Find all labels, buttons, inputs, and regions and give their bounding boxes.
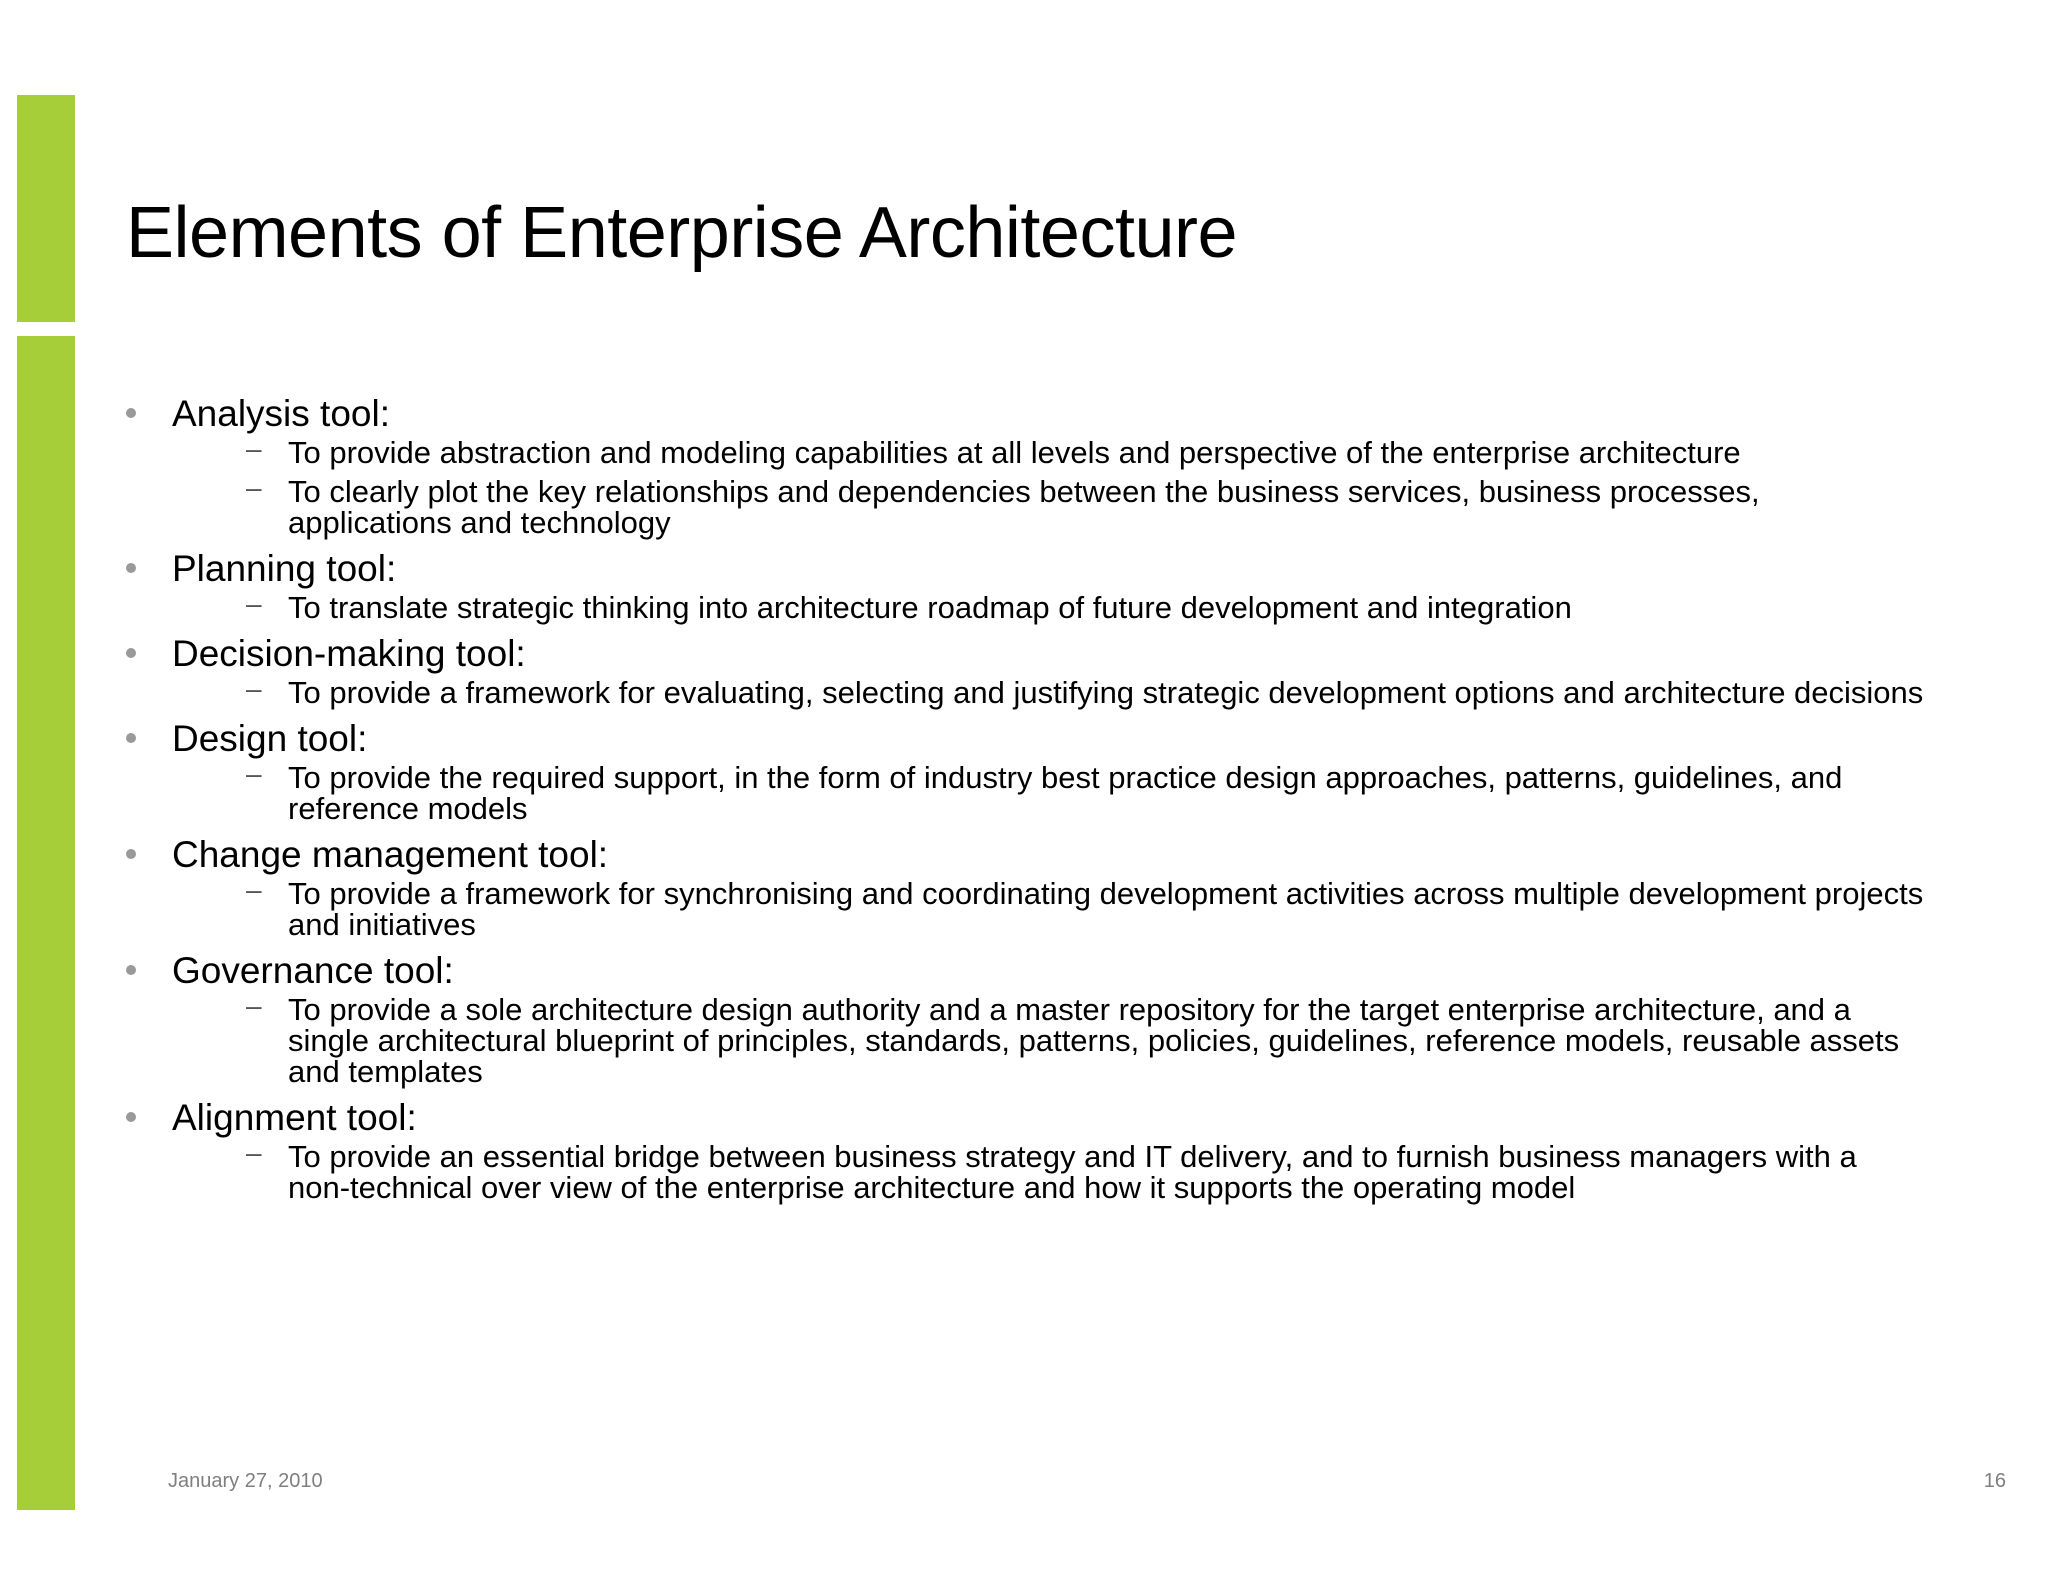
bullet-item — [126, 718, 1926, 824]
bullet-label: Change management tool: — [172, 834, 609, 875]
slide-title: Elements of Enterprise Architecture — [126, 193, 1238, 273]
bullet-item — [126, 950, 1926, 1087]
bullet-item — [126, 633, 1926, 708]
bullet-item — [126, 393, 1926, 538]
sub-item-text: To provide abstraction and modeling capabilities at all levels and perspective of the enterprise architecture — [288, 435, 1741, 470]
sub-item-text: To provide an essential bridge between business strategy and IT delivery, and to furnish business managers with a non-technical over view of the enterprise architecture and how it supports the operating model — [288, 1139, 1857, 1205]
dash-icon: – — [246, 758, 262, 789]
sub-list — [172, 874, 1926, 942]
dash-icon: – — [246, 990, 262, 1021]
bullet-label: Analysis tool: — [172, 393, 390, 434]
sub-list — [172, 673, 1926, 710]
sub-item — [172, 990, 1926, 1089]
bullet-dot-icon — [126, 1112, 136, 1122]
bullet-label: Design tool: — [172, 718, 368, 759]
sub-item-text: To provide a sole architecture design authority and a master repository for the target enterprise architecture, and a single architectural blueprint of principles, standards, patterns, policies, guidelines, reference models, reusable assets and templates — [288, 992, 1900, 1089]
dash-icon: – — [246, 673, 262, 704]
bullet-dot-icon — [126, 849, 136, 859]
sub-list — [172, 758, 1926, 826]
bullet-dot-icon — [126, 563, 136, 573]
bullet-item — [126, 834, 1926, 940]
accent-bar-bottom — [17, 336, 75, 1510]
bullet-dot-icon — [126, 648, 136, 658]
sub-list — [172, 1137, 1926, 1205]
dash-icon: – — [246, 874, 262, 905]
sub-item — [172, 1137, 1926, 1205]
sub-item — [172, 472, 1926, 540]
bullet-label: Planning tool: — [172, 548, 397, 589]
sub-item-text: To provide the required support, in the form of industry best practice design approaches, patterns, guidelines, and reference models — [288, 760, 1843, 826]
bullet-dot-icon — [126, 965, 136, 975]
sub-list — [172, 990, 1926, 1089]
bullet-list — [126, 393, 1926, 1213]
sub-item-text: To clearly plot the key relationships and dependencies between the business services, business processes, applications and technology — [288, 474, 1760, 540]
bullet-label: Alignment tool: — [172, 1097, 417, 1138]
bullet-label: Decision-making tool: — [172, 633, 526, 674]
sub-item — [172, 874, 1926, 942]
sub-item — [172, 673, 1926, 710]
dash-icon: – — [246, 588, 262, 619]
sub-list — [172, 588, 1926, 625]
dash-icon: – — [246, 1137, 262, 1168]
dash-icon: – — [246, 472, 262, 503]
footer-date: January 27, 2010 — [168, 1470, 323, 1492]
sub-item — [172, 758, 1926, 826]
sub-item-text: To provide a framework for evaluating, selecting and justifying strategic development options and architecture decisions — [288, 675, 1924, 710]
bullet-item — [126, 548, 1926, 623]
bullet-item — [126, 1097, 1926, 1203]
accent-bar-top — [17, 95, 75, 322]
dash-icon: – — [246, 433, 262, 464]
page-number: 16 — [1983, 1470, 2006, 1492]
bullet-label: Governance tool: — [172, 950, 454, 991]
sub-item — [172, 588, 1926, 625]
sub-item — [172, 433, 1926, 470]
bullet-dot-icon — [126, 408, 136, 418]
sub-item-text: To translate strategic thinking into architecture roadmap of future development and integration — [288, 590, 1572, 625]
sub-list — [172, 433, 1926, 540]
bullet-dot-icon — [126, 733, 136, 743]
sub-item-text: To provide a framework for synchronising and coordinating development activities across multiple development projects and initiatives — [288, 876, 1924, 942]
